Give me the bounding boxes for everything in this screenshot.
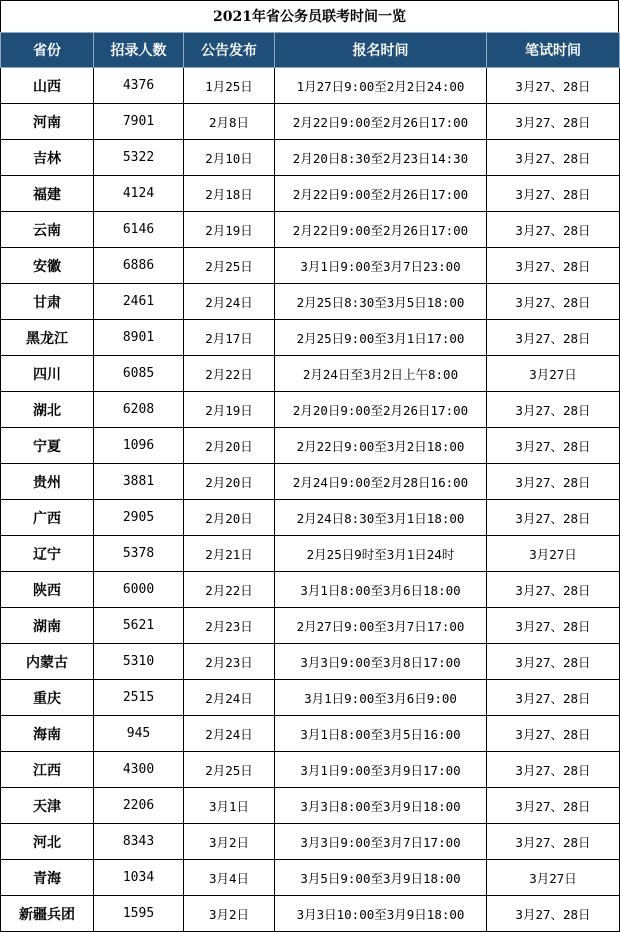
announcement-date-cell: 2月20日 [184, 428, 275, 464]
province-cell: 山西 [1, 68, 94, 104]
announcement-date-cell: 2月24日 [184, 284, 275, 320]
quota-cell: 2905 [94, 500, 184, 536]
announcement-date-cell: 3月2日 [184, 824, 275, 860]
announcement-date-cell: 2月25日 [184, 248, 275, 284]
table-row [1, 464, 620, 500]
announcement-date-cell: 2月20日 [184, 500, 275, 536]
province-cell: 宁夏 [1, 428, 94, 464]
exam-schedule-table [0, 32, 620, 932]
column-header-announcement: 公告发布 [184, 33, 275, 68]
province-cell: 内蒙古 [1, 644, 94, 680]
announcement-date-cell: 2月25日 [184, 752, 275, 788]
written-exam-date-cell: 3月27、28日 [487, 68, 620, 104]
quota-cell: 5322 [94, 140, 184, 176]
written-exam-date-cell: 3月27、28日 [487, 644, 620, 680]
announcement-date-cell: 2月24日 [184, 716, 275, 752]
written-exam-date-cell: 3月27、28日 [487, 140, 620, 176]
province-cell: 辽宁 [1, 536, 94, 572]
written-exam-date-cell: 3月27、28日 [487, 104, 620, 140]
table-row [1, 536, 620, 572]
written-exam-date-cell: 3月27日 [487, 860, 620, 896]
registration-period-cell: 3月3日10:00至3月9日18:00 [275, 896, 487, 932]
province-cell: 湖南 [1, 608, 94, 644]
written-exam-date-cell: 3月27、28日 [487, 500, 620, 536]
announcement-date-cell: 2月8日 [184, 104, 275, 140]
registration-period-cell: 2月25日9:00至3月1日17:00 [275, 320, 487, 356]
column-header-quota: 招录人数 [94, 33, 184, 68]
written-exam-date-cell: 3月27、28日 [487, 284, 620, 320]
quota-cell: 8901 [94, 320, 184, 356]
written-exam-date-cell: 3月27、28日 [487, 320, 620, 356]
table-row [1, 212, 620, 248]
registration-period-cell: 3月1日9:00至3月7日23:00 [275, 248, 487, 284]
quota-cell: 2461 [94, 284, 184, 320]
written-exam-date-cell: 3月27、28日 [487, 428, 620, 464]
province-cell: 黑龙江 [1, 320, 94, 356]
written-exam-date-cell: 3月27、28日 [487, 572, 620, 608]
written-exam-date-cell: 3月27、28日 [487, 788, 620, 824]
announcement-date-cell: 2月22日 [184, 356, 275, 392]
province-cell: 安徽 [1, 248, 94, 284]
province-cell: 江西 [1, 752, 94, 788]
column-header-written-exam: 笔试时间 [487, 33, 620, 68]
province-cell: 福建 [1, 176, 94, 212]
registration-period-cell: 3月3日9:00至3月7日17:00 [275, 824, 487, 860]
registration-period-cell: 3月3日9:00至3月8日17:00 [275, 644, 487, 680]
province-cell: 云南 [1, 212, 94, 248]
written-exam-date-cell: 3月27、28日 [487, 212, 620, 248]
announcement-date-cell: 1月25日 [184, 68, 275, 104]
province-cell: 河北 [1, 824, 94, 860]
table-row [1, 68, 620, 104]
table-row [1, 248, 620, 284]
registration-period-cell: 2月25日8:30至3月5日18:00 [275, 284, 487, 320]
quota-cell: 1595 [94, 896, 184, 932]
province-cell: 甘肃 [1, 284, 94, 320]
quota-cell: 6886 [94, 248, 184, 284]
quota-cell: 6208 [94, 392, 184, 428]
table-row [1, 572, 620, 608]
header-row [1, 33, 620, 68]
registration-period-cell: 2月20日8:30至2月23日14:30 [275, 140, 487, 176]
registration-period-cell: 3月1日9:00至3月9日17:00 [275, 752, 487, 788]
table-row [1, 860, 620, 896]
quota-cell: 2206 [94, 788, 184, 824]
quota-cell: 8343 [94, 824, 184, 860]
quota-cell: 4376 [94, 68, 184, 104]
written-exam-date-cell: 3月27、28日 [487, 464, 620, 500]
table-row [1, 284, 620, 320]
announcement-date-cell: 2月23日 [184, 608, 275, 644]
registration-period-cell: 3月1日8:00至3月6日18:00 [275, 572, 487, 608]
registration-period-cell: 2月25日9时至3月1日24时 [275, 536, 487, 572]
registration-period-cell: 2月24日8:30至3月1日18:00 [275, 500, 487, 536]
announcement-date-cell: 2月19日 [184, 392, 275, 428]
registration-period-cell: 2月27日9:00至3月7日17:00 [275, 608, 487, 644]
announcement-date-cell: 3月4日 [184, 860, 275, 896]
table-row [1, 896, 620, 932]
registration-period-cell: 3月1日8:00至3月5日16:00 [275, 716, 487, 752]
province-cell: 海南 [1, 716, 94, 752]
quota-cell: 1096 [94, 428, 184, 464]
quota-cell: 7901 [94, 104, 184, 140]
quota-cell: 5621 [94, 608, 184, 644]
table-row [1, 428, 620, 464]
table-row [1, 752, 620, 788]
registration-period-cell: 3月5日9:00至3月9日18:00 [275, 860, 487, 896]
written-exam-date-cell: 3月27、28日 [487, 248, 620, 284]
written-exam-date-cell: 3月27、28日 [487, 752, 620, 788]
table-row [1, 140, 620, 176]
written-exam-date-cell: 3月27、28日 [487, 680, 620, 716]
table-row [1, 716, 620, 752]
announcement-date-cell: 2月18日 [184, 176, 275, 212]
announcement-date-cell: 3月1日 [184, 788, 275, 824]
province-cell: 湖北 [1, 392, 94, 428]
written-exam-date-cell: 3月27、28日 [487, 824, 620, 860]
province-cell: 陕西 [1, 572, 94, 608]
quota-cell: 6000 [94, 572, 184, 608]
table-row [1, 788, 620, 824]
announcement-date-cell: 2月17日 [184, 320, 275, 356]
table-row [1, 176, 620, 212]
announcement-date-cell: 2月24日 [184, 680, 275, 716]
announcement-date-cell: 2月19日 [184, 212, 275, 248]
table-row [1, 500, 620, 536]
written-exam-date-cell: 3月27、28日 [487, 608, 620, 644]
province-cell: 贵州 [1, 464, 94, 500]
announcement-date-cell: 2月21日 [184, 536, 275, 572]
province-cell: 四川 [1, 356, 94, 392]
announcement-date-cell: 2月10日 [184, 140, 275, 176]
written-exam-date-cell: 3月27日 [487, 536, 620, 572]
announcement-date-cell: 3月2日 [184, 896, 275, 932]
table-row [1, 824, 620, 860]
table-body [1, 68, 620, 932]
province-cell: 重庆 [1, 680, 94, 716]
written-exam-date-cell: 3月27、28日 [487, 896, 620, 932]
table-row [1, 104, 620, 140]
registration-period-cell: 2月22日9:00至2月26日17:00 [275, 176, 487, 212]
registration-period-cell: 2月22日9:00至2月26日17:00 [275, 212, 487, 248]
table-row [1, 392, 620, 428]
quota-cell: 6146 [94, 212, 184, 248]
province-cell: 天津 [1, 788, 94, 824]
announcement-date-cell: 2月23日 [184, 644, 275, 680]
table-title: 2021年省公务员联考时间一览 [0, 0, 619, 32]
table-row [1, 356, 620, 392]
province-cell: 广西 [1, 500, 94, 536]
column-header-province: 省份 [1, 33, 94, 68]
column-header-registration: 报名时间 [275, 33, 487, 68]
announcement-date-cell: 2月22日 [184, 572, 275, 608]
table-row [1, 644, 620, 680]
quota-cell: 6085 [94, 356, 184, 392]
registration-period-cell: 2月20日9:00至2月26日17:00 [275, 392, 487, 428]
quota-cell: 5310 [94, 644, 184, 680]
table-row [1, 320, 620, 356]
province-cell: 青海 [1, 860, 94, 896]
quota-cell: 1034 [94, 860, 184, 896]
written-exam-date-cell: 3月27、28日 [487, 716, 620, 752]
written-exam-date-cell: 3月27日 [487, 356, 620, 392]
registration-period-cell: 3月3日8:00至3月9日18:00 [275, 788, 487, 824]
quota-cell: 945 [94, 716, 184, 752]
registration-period-cell: 2月22日9:00至3月2日18:00 [275, 428, 487, 464]
quota-cell: 4124 [94, 176, 184, 212]
announcement-date-cell: 2月20日 [184, 464, 275, 500]
quota-cell: 5378 [94, 536, 184, 572]
registration-period-cell: 1月27日9:00至2月2日24:00 [275, 68, 487, 104]
quota-cell: 2515 [94, 680, 184, 716]
registration-period-cell: 2月24日9:00至2月28日16:00 [275, 464, 487, 500]
registration-period-cell: 2月24日至3月2日上午8:00 [275, 356, 487, 392]
written-exam-date-cell: 3月27、28日 [487, 392, 620, 428]
quota-cell: 3881 [94, 464, 184, 500]
quota-cell: 4300 [94, 752, 184, 788]
table-row [1, 680, 620, 716]
written-exam-date-cell: 3月27、28日 [487, 176, 620, 212]
registration-period-cell: 3月1日9:00至3月6日9:00 [275, 680, 487, 716]
province-cell: 吉林 [1, 140, 94, 176]
table-row [1, 608, 620, 644]
province-cell: 新疆兵团 [1, 896, 94, 932]
registration-period-cell: 2月22日9:00至2月26日17:00 [275, 104, 487, 140]
province-cell: 河南 [1, 104, 94, 140]
